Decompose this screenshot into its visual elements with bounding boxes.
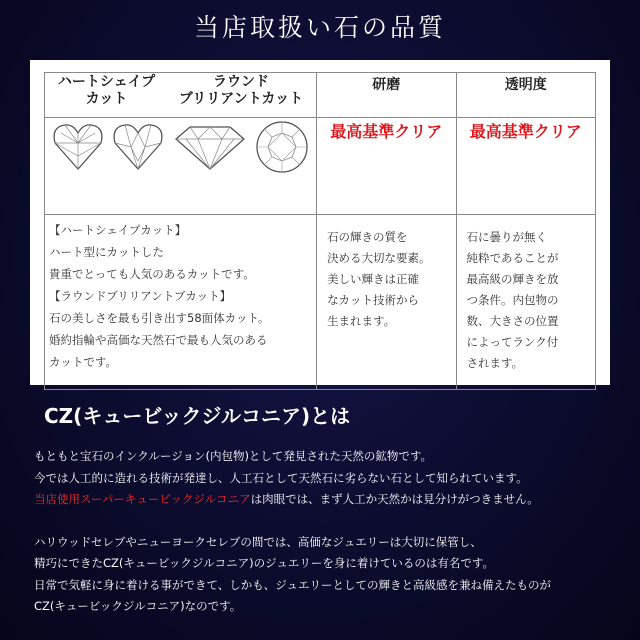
round-gem-side-icon [172,121,248,173]
cz-paragraph-line: 当店使用スーパーキュービックジルコニアは肉眼では、まず人工か天然かは見分けがつきません。 [34,492,539,506]
cz-paragraph-line: CZ(キュービックジルコニア)なのです。 [34,599,242,613]
cz-section-title: CZ(キュービックジルコニア)とは [44,404,351,428]
heart-gem-outline-icon [51,121,105,173]
cz-paragraph-line: ハリウッドセレブやニューヨークセレブの間では、高価なジュエリーは大切に保管し、 [34,534,482,549]
heart-gem-top-icon [111,121,165,173]
header-round-cut: ラウンド ブリリアントカット [178,74,304,107]
round-gem-top-icon [254,119,310,175]
clarity-description: 石に曇りが無く 純粋であることが 最高級の輝きを放 つ条件。内包物の 数、大きさの位置 によってランク付 されます。 [456,215,595,390]
page-title: 当店取扱い石の品質 [193,13,446,42]
gem-illustrations [45,118,317,215]
cz-description [34,446,624,618]
polish-description: 石の輝きの質を 決める大切な要素。 美しい輝きは正確 なカット技術から 生まれます。 [317,215,456,390]
cz-paragraph-line: 精巧にできたCZ(キュービックジルコニア)のジュエリーを身に着けているのは有名です。 [34,556,494,570]
quality-table [44,72,596,390]
header-heart-cut: ハートシェイプ カット [57,74,156,107]
cz-paragraph-line: 今では人工的に造れる技術が発達し、人工石として天然石に劣らない石として知られています。 [34,470,528,485]
cut-description: 【ハートシェイプカット】 ハート型にカットした 貴重でとっても人気のあるカットです。 【ラウンドブリリアントブカット】 石の美しさを最も引き出す58面体カット。 婚約指輪や高価な天然石で最も人気のある カットです。 [45,215,317,390]
header-clarity: 透明度 [456,73,595,118]
cz-paragraph-line: 日常で気軽に身に着ける事ができて、しかも、ジュエリーとしての輝きと高級感を兼ね備えたものが [34,577,552,592]
header-cut [45,73,317,118]
red-highlight-product: スーパーキュービックジルコニア [80,492,251,506]
paragraph-gap [34,511,624,532]
grade-polish: 最高基準クリア [317,118,456,215]
header-polish: 研磨 [317,73,456,118]
cz-paragraph-line: もともと宝石のインクルージョン(内包物)として発見された天然の鉱物です。 [34,449,433,463]
red-highlight: 当店使用 [34,492,80,506]
quality-panel [30,60,610,385]
grade-clarity: 最高基準クリア [456,118,595,215]
